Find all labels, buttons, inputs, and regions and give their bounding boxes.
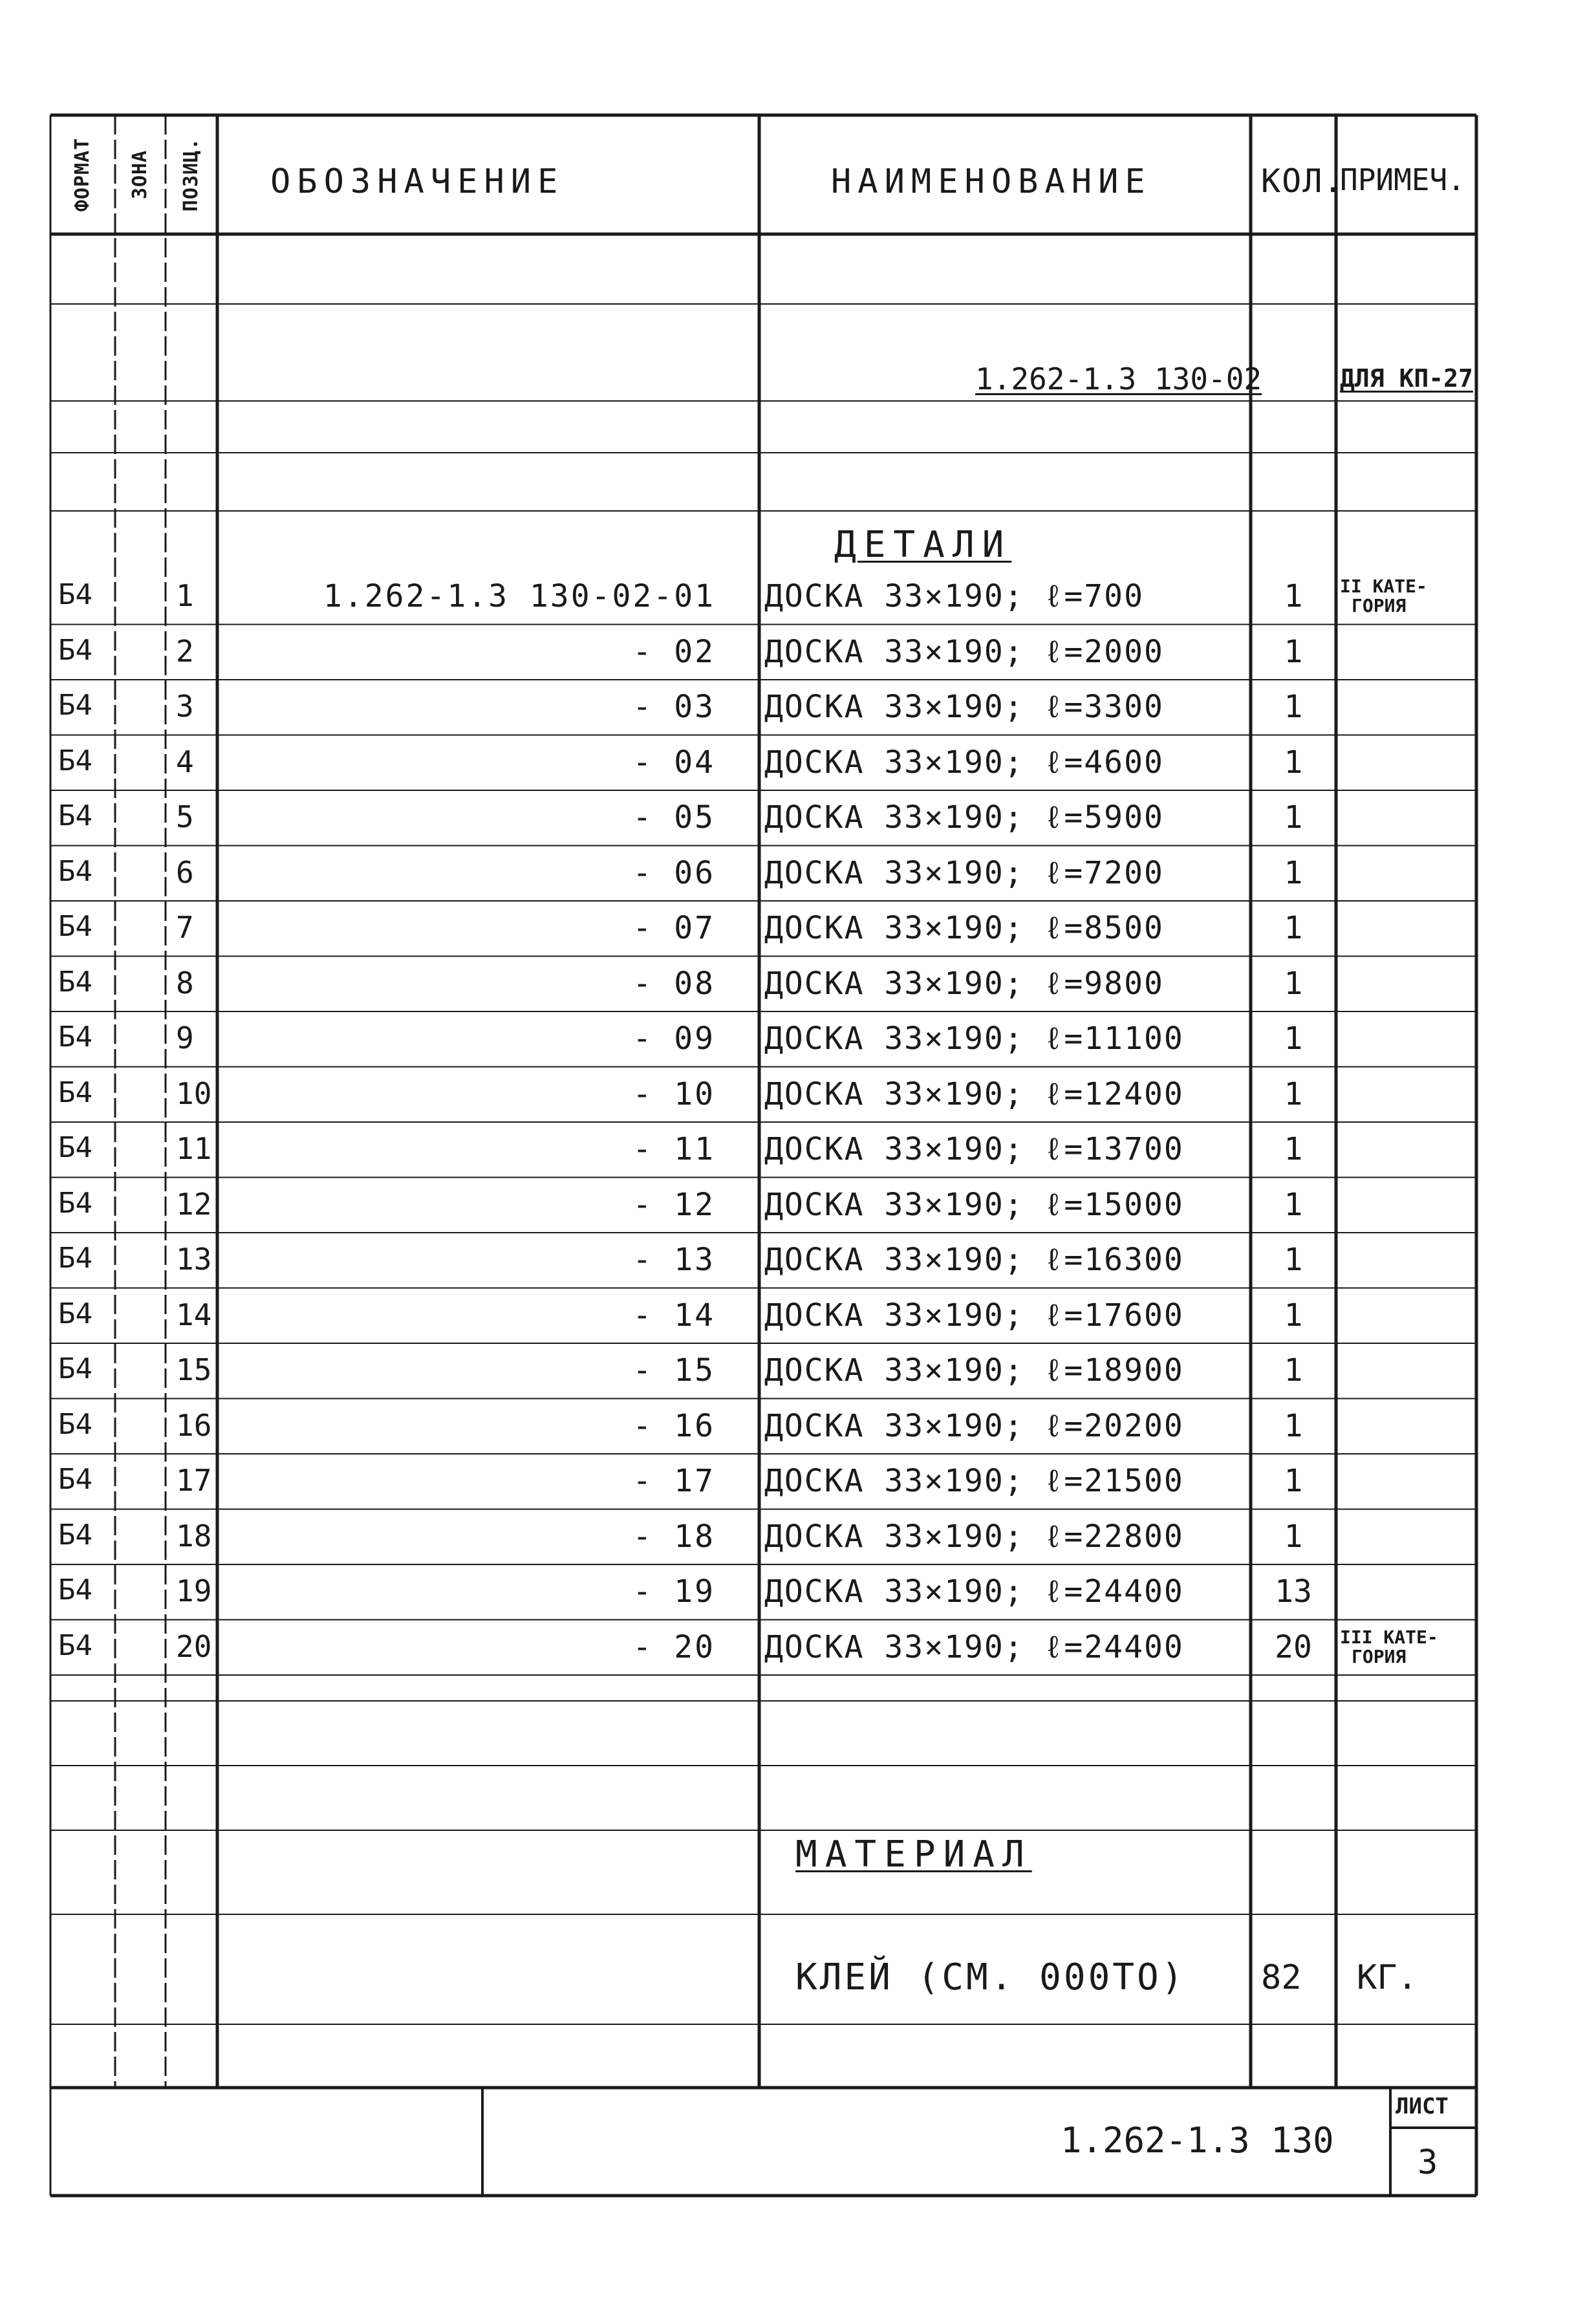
row-designation: - 19 [632,1573,715,1610]
row-format: Б4 [58,1297,92,1330]
row-designation: - 02 [632,633,715,670]
row-format: Б4 [58,910,92,943]
row-format: Б4 [58,578,92,611]
row-designation: - 15 [632,1352,715,1389]
row-name: ДОСКА 33×190; ℓ=700 [764,578,1144,614]
row-designation: - 06 [632,854,715,891]
row-note-line1: III КАТЕ- [1340,1626,1438,1648]
row-format: Б4 [58,854,92,888]
row-position: 17 [176,1463,212,1498]
row-designation: - 13 [632,1242,715,1278]
row-name: ДОСКА 33×190; ℓ=5900 [764,799,1164,836]
row-designation: - 17 [632,1463,715,1499]
header-designation: ОБОЗНАЧЕНИЕ [270,162,565,201]
row-position: 9 [176,1021,194,1055]
row-format: Б4 [58,744,92,777]
row-designation: - 07 [632,910,715,946]
header-zone: ЗОНА [129,149,151,200]
header-note: ПРИМЕЧ. [1340,162,1465,197]
row-format: Б4 [58,1021,92,1054]
row-qty: 1 [1284,1076,1303,1112]
row-qty: 1 [1284,1021,1303,1057]
row-name: ДОСКА 33×190; ℓ=22800 [764,1518,1184,1555]
row-format: Б4 [58,1628,92,1662]
row-qty: 13 [1275,1573,1312,1610]
row-format: Б4 [58,799,92,832]
row-name: ДОСКА 33×190; ℓ=16300 [764,1242,1184,1278]
row-format: Б4 [58,1518,92,1552]
row-designation: - 11 [632,1131,715,1167]
row-qty: 1 [1284,744,1303,781]
row-designation: - 18 [632,1518,715,1555]
row-format: Б4 [58,1352,92,1385]
row-position: 11 [176,1131,212,1166]
row-position: 2 [176,633,194,669]
row-name: ДОСКА 33×190; ℓ=2000 [764,633,1164,670]
row-format: Б4 [58,1463,92,1496]
row-position: 1 [176,578,194,613]
section-material-title: МАТЕРИАЛ [795,1833,1032,1876]
section-details-title: ДЕТАЛИ [834,524,1012,566]
row-format: Б4 [58,1131,92,1164]
header-qty: КОЛ. [1261,162,1344,200]
row-position: 8 [176,965,194,1000]
row-name: ДОСКА 33×190; ℓ=9800 [764,965,1164,1002]
assembly-note: ДЛЯ КП-27 [1340,364,1473,393]
row-designation: - 20 [632,1628,715,1665]
row-qty: 1 [1284,633,1303,670]
row-position: 19 [176,1573,212,1608]
row-qty: 1 [1284,1518,1303,1555]
row-name: ДОСКА 33×190; ℓ=20200 [764,1407,1184,1444]
row-format: Б4 [58,965,92,999]
row-name: ДОСКА 33×190; ℓ=12400 [764,1076,1184,1112]
header-name: НАИМЕНОВАНИЕ [831,162,1152,201]
material-qty: 82 [1261,1958,1302,1997]
row-name: ДОСКА 33×190; ℓ=21500 [764,1463,1184,1499]
row-designation: - 04 [632,744,715,781]
row-note-line2: ГОРИЯ [1352,595,1407,616]
row-designation: - 16 [632,1407,715,1444]
row-designation: - 05 [632,799,715,836]
row-name: ДОСКА 33×190; ℓ=13700 [764,1131,1184,1167]
row-position: 7 [176,910,194,945]
row-name: ДОСКА 33×190; ℓ=11100 [764,1021,1184,1057]
row-position: 13 [176,1242,212,1277]
row-name: ДОСКА 33×190; ℓ=24400 [764,1573,1184,1610]
row-designation: - 03 [632,689,715,725]
row-designation: - 09 [632,1021,715,1057]
row-qty: 1 [1284,689,1303,725]
row-format: Б4 [58,1407,92,1441]
row-format: Б4 [58,1076,92,1109]
row-format: Б4 [58,633,92,667]
row-designation: - 10 [632,1076,715,1112]
row-designation: 1.262-1.3 130-02-01 [323,578,715,614]
header-format: ФОРМАТ [71,137,94,212]
row-designation: - 12 [632,1186,715,1223]
sheet-label: ЛИСТ [1396,2093,1449,2119]
row-note-line1: II КАТЕ- [1340,576,1427,597]
row-name: ДОСКА 33×190; ℓ=17600 [764,1297,1184,1334]
row-name: ДОСКА 33×190; ℓ=8500 [764,910,1164,946]
row-qty: 1 [1284,854,1303,891]
row-qty: 1 [1284,1297,1303,1334]
row-qty: 1 [1284,578,1303,614]
row-designation: - 14 [632,1297,715,1334]
row-name: ДОСКА 33×190; ℓ=24400 [764,1628,1184,1665]
row-qty: 20 [1275,1628,1312,1665]
row-qty: 1 [1284,1131,1303,1167]
row-qty: 1 [1284,965,1303,1002]
row-qty: 1 [1284,1242,1303,1278]
row-format: Б4 [58,1573,92,1606]
row-position: 20 [176,1628,212,1664]
material-unit: КГ. [1357,1958,1418,1997]
row-position: 16 [176,1407,212,1443]
row-position: 3 [176,689,194,724]
row-format: Б4 [58,689,92,722]
row-position: 10 [176,1076,212,1111]
row-qty: 1 [1284,1463,1303,1499]
assembly-designation: 1.262-1.3 130-02 [975,362,1262,396]
row-position: 14 [176,1297,212,1332]
row-qty: 1 [1284,799,1303,836]
row-name: ДОСКА 33×190; ℓ=4600 [764,744,1164,781]
row-qty: 1 [1284,1407,1303,1444]
row-position: 15 [176,1352,212,1387]
row-name: ДОСКА 33×190; ℓ=3300 [764,689,1164,725]
document-designation: 1.262-1.3 130 [1061,2120,1334,2161]
row-position: 4 [176,744,194,779]
row-name: ДОСКА 33×190; ℓ=7200 [764,854,1164,891]
row-position: 6 [176,854,194,890]
row-name: ДОСКА 33×190; ℓ=15000 [764,1186,1184,1223]
row-position: 18 [176,1518,212,1553]
row-note-line2: ГОРИЯ [1352,1645,1407,1667]
row-qty: 1 [1284,910,1303,946]
material-name: КЛЕЙ (СМ. 000ТО) [795,1956,1186,1998]
row-designation: - 08 [632,965,715,1002]
row-format: Б4 [58,1186,92,1220]
row-name: ДОСКА 33×190; ℓ=18900 [764,1352,1184,1389]
row-format: Б4 [58,1242,92,1275]
row-qty: 1 [1284,1186,1303,1223]
row-position: 12 [176,1186,212,1222]
header-position: ПОЗИЦ. [180,137,202,212]
row-position: 5 [176,799,194,834]
row-qty: 1 [1284,1352,1303,1389]
sheet-number: 3 [1418,2143,1438,2182]
